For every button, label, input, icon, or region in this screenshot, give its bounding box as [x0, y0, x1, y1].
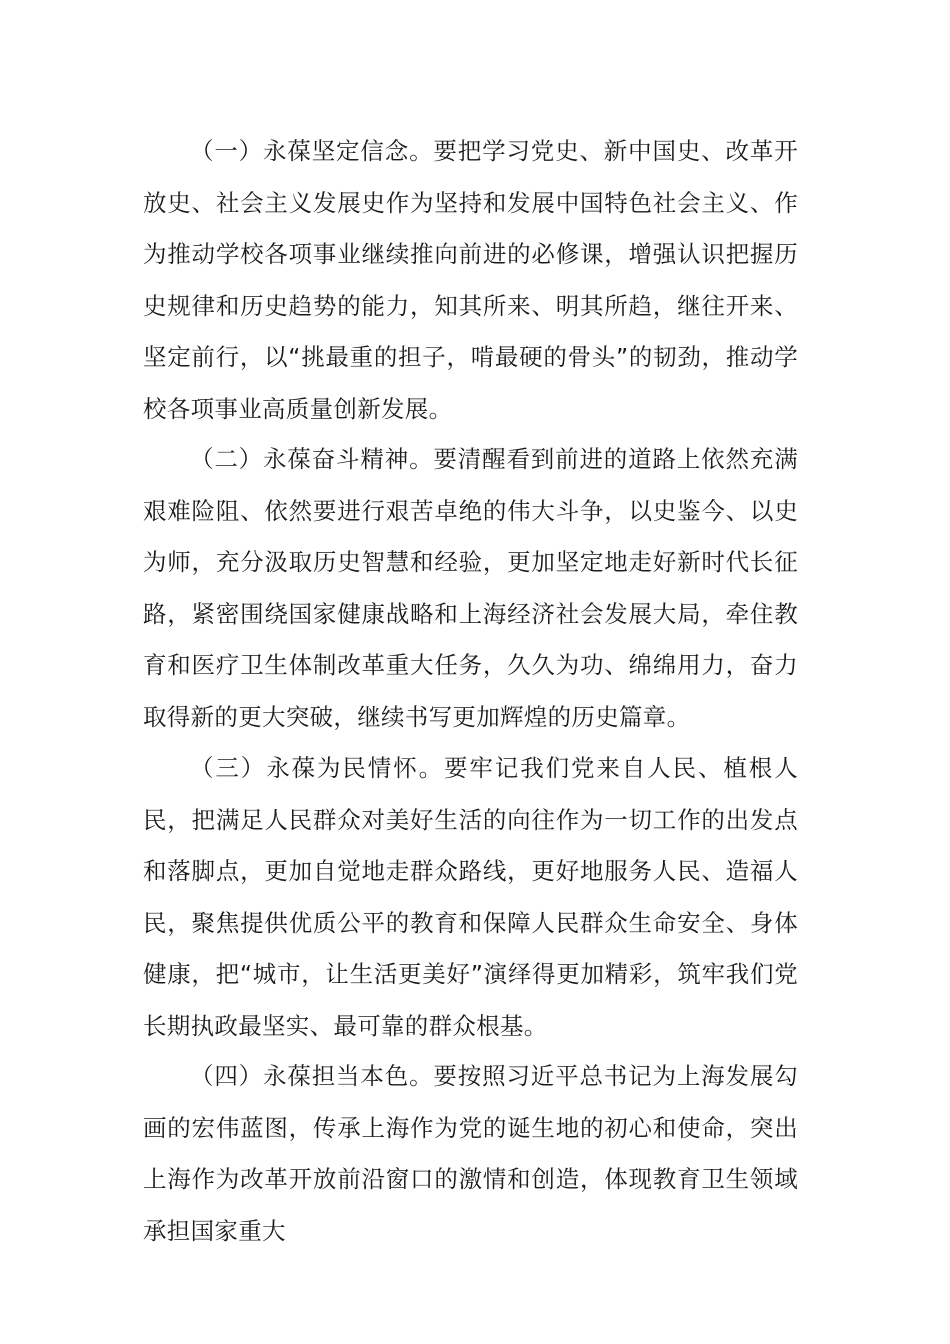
paragraph-3: （三）永葆为民情怀。要牢记我们党来自人民、植根人民，把满足人民群众对美好生活的向往作为一切工作的出发点和落脚点，更加自觉地走群众路线，更好地服务人民、造福人民，聚焦提供优质公平的教育和保障人民群众生命安全、身体健康，把“城市，让生活更美好”演绎得更加精彩，筑牢我们党长期执政最坚实、最可靠的群众根基。 [143, 754, 798, 1040]
paragraph-4: （四）永葆担当本色。要按照习近平总书记为上海发展勾画的宏伟蓝图，传承上海作为党的诞生地的初心和使命，突出上海作为改革开放前沿窗口的激情和创造，体现教育卫生领域承担国家重大 [143, 1062, 798, 1245]
paragraph-2: （二）永葆奋斗精神。要清醒看到前进的道路上依然充满艰难险阻、依然要进行艰苦卓绝的伟大斗争，以史鉴今、以史为师，充分汲取历史智慧和经验，更加坚定地走好新时代长征路，紧密围绕国家健康战略和上海经济社会发展大局，牵住教育和医疗卫生体制改革重大任务，久久为功、绵绵用力，奋力取得新的更大突破，继续书写更加辉煌的历史篇章。 [143, 445, 798, 731]
paragraph-1: （一）永葆坚定信念。要把学习党史、新中国史、改革开放史、社会主义发展史作为坚持和发展中国特色社会主义、作为推动学校各项事业继续推向前进的必修课，增强认识把握历史规律和历史趋势的能力，知其所来、明其所趋，继往开来、坚定前行，以“挑最重的担子，啃最硬的骨头”的韧劲，推动学校各项事业高质量创新发展。 [143, 137, 798, 423]
